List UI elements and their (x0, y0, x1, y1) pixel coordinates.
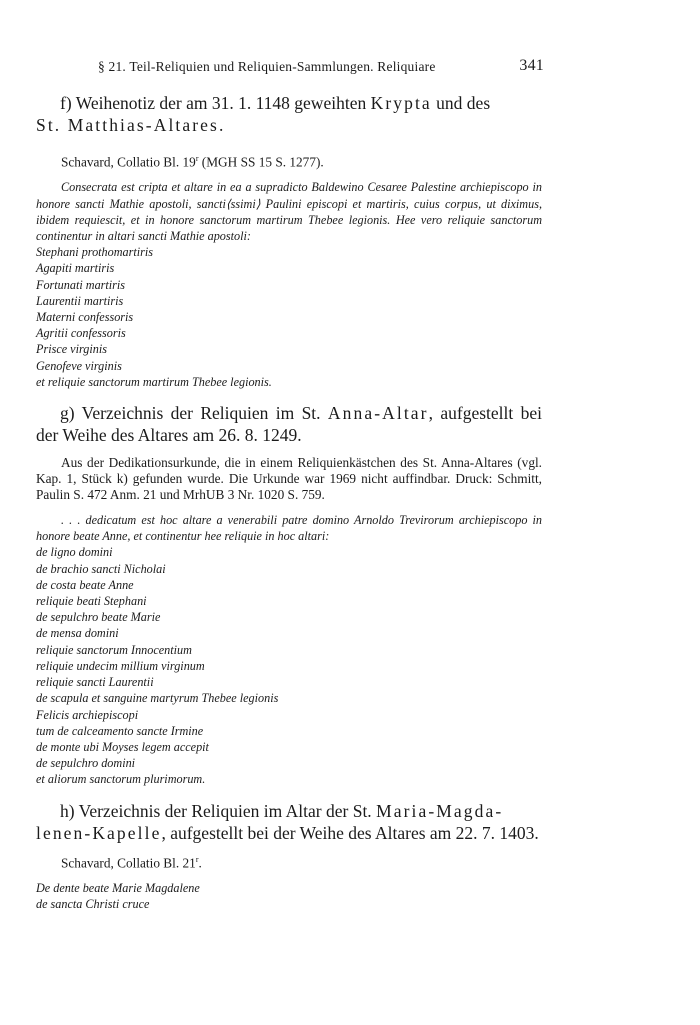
section-f-line: Agapiti martiris (36, 261, 115, 276)
section-g-line: de sepulchro domini (36, 756, 136, 771)
section-f-line: Stephani prothomartiris (36, 245, 154, 260)
section-f-line: Genofeve virginis (36, 358, 122, 373)
section-h-latin (36, 880, 542, 912)
page-body (36, 92, 542, 912)
running-header (82, 57, 544, 77)
section-g-line: reliquie sanctorum Innocentium (36, 642, 192, 657)
section-g-line: de brachio sancti Nicholai (36, 561, 166, 576)
section-g-heading (36, 402, 542, 446)
section-g-heading-rest: , aufgestellt bei der Weihe des Altares am 26. 8. 1249. (36, 403, 542, 446)
section-f-heading-prefix: f) Weihenotiz der am 31. 1. 1148 geweihten (60, 93, 371, 113)
section-f-line: Prisce virginis (36, 342, 107, 357)
section-g-heading-prefix: g) Verzeichnis der Reliquien im St. (60, 403, 328, 424)
section-f-latin (36, 179, 542, 390)
section-f-heading-mid: und des (431, 93, 491, 113)
section-h-source-end: . (198, 854, 202, 870)
section-f-line: et reliquie sanctorum martirum Thebee legionis. (36, 374, 272, 389)
section-h-heading (36, 800, 542, 844)
section-f-heading (36, 92, 542, 136)
page-number: 341 (519, 57, 544, 74)
section-f-source (36, 151, 542, 170)
section-g-latin (36, 512, 542, 787)
section-g-line: de mensa domini (36, 626, 119, 641)
section-f-source-sup: r (195, 154, 199, 163)
section-g-line: de ligno domini (36, 545, 113, 560)
section-h-source-main: Schavard, Collatio Bl. 21 (61, 854, 196, 870)
section-f-heading-spaced: Krypta (370, 93, 432, 113)
section-g-line: reliquie sancti Laurentii (36, 675, 154, 690)
section-g-line: de sepulchro beate Marie (36, 610, 161, 625)
section-f-latin-text (36, 179, 542, 244)
section-f-line: Materni confessoris (36, 310, 134, 325)
section-h-heading-rest: , aufgestellt bei der Weihe des Altares am 22. 7. 1403. (161, 822, 539, 843)
section-f-line: Laurentii martiris (36, 293, 124, 308)
section-g-latin-paragraph: . . . dedicatum est hoc altare a venerabili patre domino Arnoldo Trevirorum archiepiscopo in honore beate Anne, et continentur hee reliquie in hoc altari: (36, 513, 542, 544)
section-g-line: de costa beate Anne (36, 577, 134, 592)
section-g-line: reliquie undecim millium virginum (36, 658, 205, 673)
section-g-latin-text (36, 512, 542, 544)
section-f-source-rest: (MGH SS 15 S. 1277). (198, 154, 324, 170)
section-f-heading-line2: St. Matthias-Altares (36, 115, 219, 135)
section-h-heading-spaced-1: Maria-Magda- (376, 800, 504, 821)
section-h-source-sup: r (195, 854, 199, 864)
section-f-line: Fortunati martiris (36, 277, 126, 292)
section-g-line: tum de calceamento sancte Irmine (36, 723, 204, 738)
section-g-line: et aliorum sanctorum plurimorum. (36, 772, 206, 787)
section-g-line: Felicis archiepiscopi (36, 707, 139, 722)
section-f-line: Agritii confessoris (36, 326, 126, 341)
section-g-line: reliquie beati Stephani (36, 594, 147, 609)
section-h-source (36, 852, 542, 871)
section-g-line: de monte ubi Moyses legem accepit (36, 739, 209, 754)
section-g-line: de scapula et sanguine martyrum Thebee legionis (36, 691, 279, 706)
section-g-heading-spaced: Anna-Altar (327, 403, 429, 424)
section-f-latin-paragraph: Consecrata est cripta et altare in ea a supradicto Baldewino Cesaree Palestine archiepiscopo in honore sancti Mathie apostoli, sancti⟨ssimi⟩ Paulini episcopi et martiris, cuius corpus, ut diximus, ibidem requiescit, et in honore sanctorum martirum Thebee legionis. Hee vero reliquie sanctorum continentur in altari sancti Mathie apostoli: (36, 180, 542, 244)
running-title: § 21. Teil-Reliquien und Reliquien-Sammlungen. Reliquiare (98, 59, 436, 74)
section-g-source-text: Aus der Dedikationsurkunde, die in einem Reliquienkästchen des St. Anna-Altares (vgl. Kap. 1, Stück k) gefunden wurde. Die Urkunde war 1969 nicht auffindbar. Druck: Schmitt, Paulin S. 472 Anm. 21 und MrhUB 3 Nr. 1020 S. 759. (36, 455, 542, 503)
section-f-source-main: Schavard, Collatio Bl. 19 (61, 154, 196, 170)
section-h-line: De dente beate Marie Magdalene (36, 880, 200, 895)
section-h-line: de sancta Christi cruce (36, 897, 150, 912)
section-h-heading-spaced-2: lenen-Kapelle (36, 822, 162, 843)
section-f-heading-end: . (218, 115, 224, 135)
section-h-heading-prefix: h) Verzeichnis der Reliquien im Altar der St. (60, 800, 377, 821)
section-g-source (36, 455, 542, 503)
